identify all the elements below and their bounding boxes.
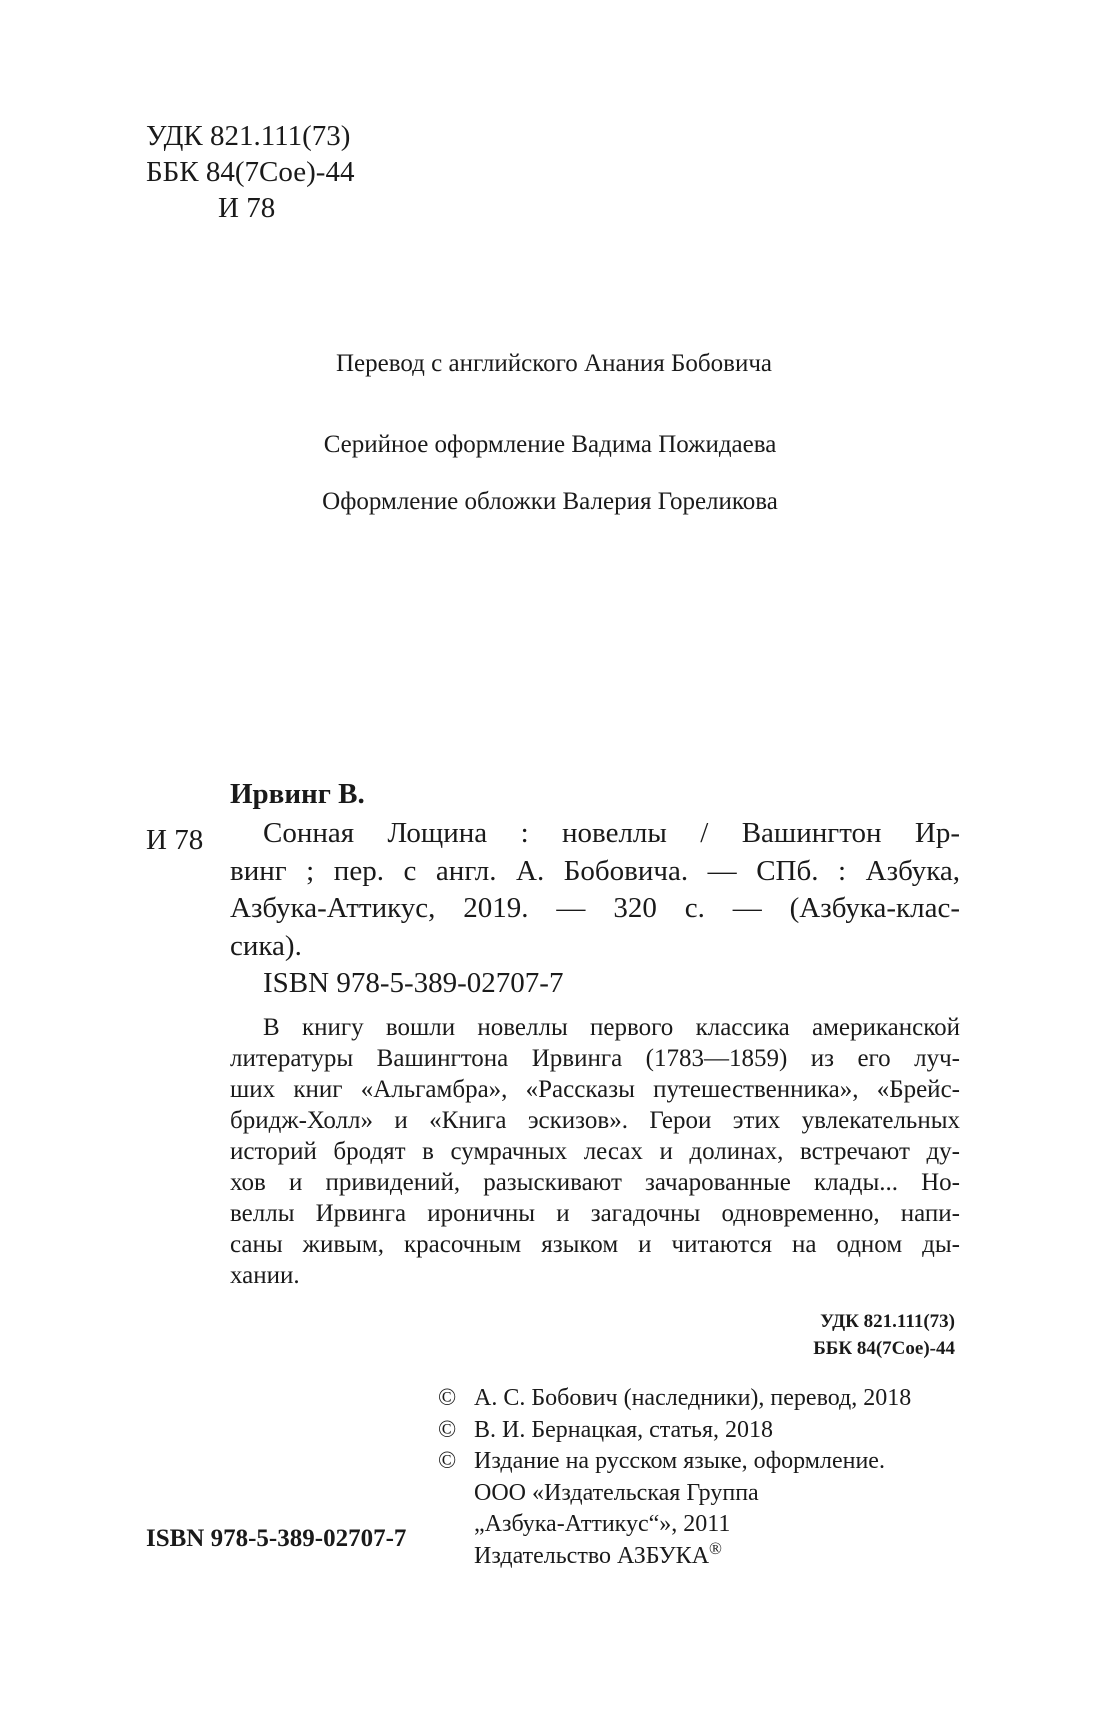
copyright-symbol — [438, 1541, 474, 1573]
copyright-text: А. С. Бобович (наследники), перевод, 2018 — [474, 1385, 912, 1411]
copyright-line — [438, 1415, 911, 1447]
biblio-line: сика). — [230, 929, 302, 962]
copyright-symbol: © — [438, 1448, 457, 1474]
annotation — [230, 1012, 960, 1291]
cover-design-credit: Оформление обложки Валерия Гореликова — [322, 488, 778, 515]
registered-mark: ® — [709, 1538, 722, 1558]
annotation-line: саны живым, красочным языком и читаются на одном ды- — [230, 1231, 960, 1258]
copyright-block — [438, 1383, 911, 1572]
biblio-line: Азбука-Аттикус, 2019. — 320 с. — (Азбука-клас- — [230, 892, 960, 924]
copyright-line — [438, 1509, 911, 1541]
author-mark: И 78 — [218, 192, 276, 224]
copyright-text: „Азбука-Аттикус“», 2011 — [474, 1511, 731, 1537]
bibliographic-description — [230, 815, 960, 1003]
biblio-line: Сонная Лощина : новеллы / Вашингтон Ир- — [263, 817, 960, 849]
classification-bottom — [813, 1308, 955, 1362]
bbk-code: ББК 84(7Сое)-44 — [146, 156, 355, 188]
copyright-symbol — [438, 1478, 474, 1510]
series-design-credit: Серийное оформление Вадима Пожидаева — [323, 431, 777, 458]
entry-shelf-mark: И 78 — [146, 824, 204, 856]
publisher-text: Издательство АЗБУКА — [474, 1542, 710, 1569]
isbn-bottom: ISBN 978-5-389-02707-7 — [146, 1525, 407, 1552]
copyright-text: В. И. Бернацкая, статья, 2018 — [474, 1416, 774, 1443]
copyright-symbol: © — [438, 1385, 457, 1411]
copyright-text: ООО «Издательская Группа — [474, 1479, 759, 1506]
annotation-line: веллы Ирвинга ироничны и загадочны одновременно, напи- — [230, 1200, 960, 1227]
annotation-line: бридж-Холл» и «Книга эскизов». Герои этих увлекательных — [230, 1107, 960, 1134]
publisher-name — [474, 1538, 722, 1573]
annotation-line: литературы Вашингтона Ирвинга (1783—1859) из его луч- — [230, 1045, 960, 1072]
bbk-code-bottom: ББК 84(7Сое)-44 — [813, 1338, 955, 1359]
classification-block — [146, 118, 354, 226]
annotation-line: хов и привидений, разыскивают зачарованные клады... Но- — [230, 1169, 960, 1196]
translation-credit: Перевод с английского Анания Бобовича — [336, 350, 772, 377]
copyright-line — [438, 1383, 911, 1415]
entry-author: Ирвинг В. — [230, 778, 365, 810]
annotation-line: хании. — [230, 1262, 300, 1289]
udk-code-bottom: УДК 821.111(73) — [820, 1311, 955, 1332]
annotation-line: В книгу вошли новеллы первого классика американской — [263, 1014, 960, 1041]
annotation-line: историй бродят в сумрачных лесах и долинах, встречают ду- — [230, 1138, 960, 1165]
biblio-line: винг ; пер. с англ. А. Бобовича. — СПб. : Азбука, — [230, 854, 960, 887]
copyright-symbol — [438, 1509, 474, 1541]
annotation-line: ших книг «Альгамбра», «Рассказы путешественника», «Брейс- — [230, 1076, 960, 1103]
copyright-line — [438, 1478, 911, 1510]
entry-isbn: ISBN 978-5-389-02707-7 — [263, 967, 564, 999]
copyright-symbol: © — [438, 1416, 457, 1443]
copyright-text: Издание на русском языке, оформление. — [474, 1448, 885, 1474]
udk-code: УДК 821.111(73) — [146, 120, 351, 152]
copyright-line — [438, 1446, 911, 1478]
copyright-line — [438, 1538, 911, 1573]
